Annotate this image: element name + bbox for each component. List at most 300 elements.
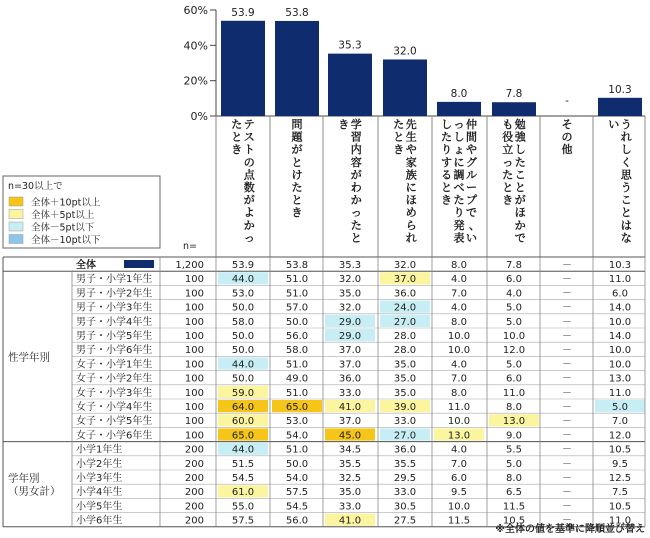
category-label-char: 点 — [243, 168, 255, 182]
cell-value: 4.0 — [451, 302, 467, 314]
cell-value: 29.0 — [338, 331, 362, 342]
row-label: 女子・小学4年生 — [76, 402, 153, 413]
cell-value: 10.0 — [608, 316, 632, 328]
category-label-char: か — [514, 218, 526, 232]
category-label-char: た — [453, 193, 465, 207]
cell-value: － — [562, 331, 572, 342]
row-n: 200 — [184, 515, 204, 527]
cell-value: 7.0 — [451, 458, 467, 470]
cell-value: 37.0 — [393, 274, 417, 286]
category-label-char: 題 — [291, 130, 303, 144]
cell-value: 7.0 — [451, 288, 467, 300]
category-label-char: 学 — [350, 118, 362, 131]
cell-value: 29.0 — [338, 316, 362, 328]
cell-value: 4.0 — [506, 288, 522, 300]
category-label-char: 族 — [405, 168, 417, 182]
cell-value: 53.9 — [231, 260, 255, 271]
cell-value: 37.0 — [338, 359, 362, 371]
category-label-char: 調 — [453, 168, 465, 182]
cell-value: 53.8 — [285, 260, 309, 271]
legend-swatch — [9, 222, 23, 231]
cell-value: 14.0 — [608, 302, 632, 314]
row-label: 小学3年生 — [76, 473, 123, 484]
category-label-char: の — [561, 130, 573, 144]
category-label-char: に — [405, 181, 417, 194]
cell-value: 36.0 — [393, 288, 417, 300]
cell-value: 12.5 — [608, 473, 632, 484]
category-label-char: そ — [561, 118, 573, 131]
category-label-char: し — [453, 130, 465, 144]
legend-swatch — [9, 235, 23, 244]
bar — [492, 102, 536, 116]
cell-value: 56.0 — [285, 331, 309, 342]
category-label-char: と — [393, 130, 405, 144]
category-label-char: ら — [405, 218, 417, 232]
category-label-char: の — [243, 155, 255, 169]
cell-value: 36.0 — [393, 444, 417, 456]
category-label-char: も — [502, 118, 514, 131]
row-label: 男子・小学1年生 — [76, 274, 153, 286]
category-label-char: ほ — [405, 193, 417, 207]
row-n: 200 — [184, 458, 204, 470]
category-label-char: ト — [243, 143, 255, 157]
row-label: 女子・小学2年生 — [76, 373, 153, 385]
cell-value: 64.0 — [231, 402, 255, 413]
cell-value: 9.0 — [506, 430, 522, 442]
category-label-char: き — [231, 143, 243, 157]
legend-swatch — [9, 210, 23, 219]
overall-row-label: 全体 — [76, 260, 96, 271]
cell-value: 27.0 — [393, 316, 417, 328]
category-label-char: た — [393, 118, 405, 131]
cell-value: 8.0 — [451, 316, 467, 328]
cell-value: 65.0 — [231, 430, 255, 442]
category-label-char: ー — [466, 181, 477, 194]
category-label-char: た — [441, 130, 452, 144]
category-label-char: こ — [620, 193, 632, 207]
cell-value: 45.0 — [338, 430, 362, 442]
cell-value: 50.0 — [231, 331, 255, 342]
category-label-char: き — [338, 118, 350, 131]
cell-value: 6.0 — [451, 473, 467, 484]
bar-value-label: 7.8 — [505, 88, 523, 101]
category-label-char: 立 — [502, 143, 514, 157]
cell-value: － — [562, 359, 572, 371]
cell-value: 10.0 — [447, 345, 471, 357]
cell-value: 5.0 — [506, 302, 522, 314]
category-label-char: 生 — [405, 130, 417, 144]
category-label-char: き — [441, 193, 452, 207]
category-label-char: た — [514, 155, 526, 169]
y-tick-label: 40% — [183, 39, 208, 53]
cell-value: 37.0 — [338, 345, 362, 357]
cell-value: 35.3 — [338, 260, 362, 271]
row-label: 小学4年生 — [76, 487, 123, 499]
cell-value: 4.0 — [451, 274, 467, 286]
category-label-char: る — [441, 168, 452, 182]
category-label-char: り — [453, 206, 465, 220]
cell-value: 35.0 — [393, 359, 417, 371]
category-label-char: と — [291, 193, 303, 207]
category-label-char: に — [453, 155, 465, 169]
cell-value: 41.0 — [338, 515, 362, 527]
cell-value: 54.5 — [285, 501, 309, 513]
cell-value: 12.0 — [502, 345, 526, 357]
bar-value-label: 53.9 — [231, 6, 255, 19]
cell-value: 35.0 — [393, 373, 417, 385]
cell-value: 50.0 — [285, 458, 309, 470]
cell-value: － — [562, 373, 572, 385]
cell-value: － — [562, 501, 572, 513]
category-label-char: な — [620, 231, 632, 245]
cell-value: 11.5 — [447, 515, 471, 527]
category-label-char: 役 — [502, 130, 514, 144]
bar-value-label: 35.3 — [338, 39, 362, 52]
row-n: 100 — [184, 331, 204, 342]
category-label-char: ル — [466, 168, 477, 182]
cell-value: 27.5 — [393, 515, 417, 527]
cell-value: 11.5 — [502, 501, 526, 513]
cell-value: 32.0 — [338, 274, 362, 286]
cell-value: 6.5 — [506, 487, 522, 499]
category-label-char: れ — [405, 231, 417, 245]
cell-value: 12.0 — [608, 430, 632, 442]
cell-value: － — [562, 345, 572, 357]
cell-value: 7.0 — [451, 373, 467, 385]
cell-value: 10.5 — [502, 515, 526, 527]
cell-value: 6.0 — [506, 274, 522, 286]
cell-value: 51.5 — [231, 458, 255, 470]
category-label-char: プ — [466, 193, 477, 207]
category-label-char: っ — [243, 231, 255, 245]
cell-value: 7.0 — [612, 416, 628, 428]
cell-value: 9.5 — [612, 458, 628, 470]
cell-value: 32.5 — [338, 473, 362, 484]
y-tick-label: 0% — [190, 110, 208, 123]
category-label-char: と — [441, 181, 452, 194]
cell-value: 54.5 — [231, 473, 255, 484]
cell-value: 53.0 — [231, 288, 255, 300]
category-label-char: で — [466, 206, 477, 220]
cell-value: 50.0 — [231, 345, 255, 357]
category-label-char: わ — [350, 181, 362, 194]
cell-value: 6.0 — [506, 373, 522, 385]
cell-value: 44.0 — [231, 444, 255, 456]
group-label: （男女計） — [8, 485, 61, 498]
cell-value: 8.0 — [506, 473, 522, 484]
cell-value: 36.0 — [338, 373, 362, 385]
row-label: 男子・小学2年生 — [76, 288, 153, 300]
cell-value: 49.0 — [285, 373, 309, 385]
cell-value: 10.0 — [447, 331, 471, 342]
cell-value: 57.5 — [285, 487, 309, 499]
category-label-char: い — [608, 118, 620, 131]
cell-value: 37.0 — [338, 416, 362, 428]
cell-value: 33.0 — [338, 501, 362, 513]
category-label-char: っ — [453, 118, 465, 131]
category-label-char: こ — [514, 168, 526, 182]
category-label-char: 容 — [350, 155, 362, 169]
cell-value: 4.0 — [451, 444, 467, 456]
category-label-char: 他 — [561, 143, 573, 157]
cell-value: 11.0 — [447, 402, 471, 413]
cell-value: － — [562, 316, 572, 328]
cell-value: 4.0 — [451, 359, 467, 371]
category-label-char: 発 — [453, 218, 465, 232]
cell-value: 35.5 — [338, 458, 362, 470]
category-label-char: は — [620, 218, 632, 232]
legend-item-label: 全体－5pt以下 — [31, 222, 95, 234]
category-label-char: 数 — [243, 181, 255, 194]
cell-value: 59.0 — [231, 387, 255, 399]
row-n: 200 — [184, 444, 204, 456]
category-label-char: ス — [243, 130, 255, 144]
group-label: 学年別 — [8, 472, 40, 485]
y-tick-label: 20% — [183, 74, 208, 88]
cell-value: 61.0 — [231, 487, 255, 499]
category-label-char: よ — [243, 206, 255, 220]
category-label-char: が — [243, 193, 255, 207]
category-label-char: っ — [350, 206, 362, 220]
category-label-char: う — [620, 118, 632, 131]
cell-value: 39.0 — [393, 402, 417, 413]
cell-value: 10.0 — [608, 345, 632, 357]
category-label-char: や — [405, 143, 417, 157]
category-label-char: め — [405, 206, 417, 220]
bar — [598, 98, 642, 116]
category-label-char: 家 — [405, 155, 417, 169]
category-label-char: グ — [466, 155, 477, 169]
row-n: 200 — [184, 487, 204, 499]
category-label-char: き — [291, 206, 303, 220]
category-label-char: た — [350, 218, 362, 232]
legend-item-label: 全体－10pt以下 — [31, 235, 101, 246]
row-label: 小学6年生 — [76, 515, 123, 527]
cell-value: 51.0 — [285, 387, 309, 399]
footnote: ※全体の値を基準に降順並び替え — [495, 524, 645, 535]
cell-value: 10.3 — [608, 260, 632, 271]
row-n: 100 — [184, 302, 204, 314]
category-label-char: 勉 — [514, 118, 526, 131]
category-label-char: 習 — [350, 130, 362, 144]
cell-value: 24.0 — [393, 302, 417, 314]
bar — [383, 59, 427, 116]
cell-value: 13.0 — [447, 430, 471, 442]
cell-value: 57.5 — [231, 515, 255, 527]
category-label-char: と — [350, 231, 362, 245]
row-label: 女子・小学5年生 — [76, 416, 153, 428]
category-label-char: れ — [620, 130, 632, 144]
category-label-char: っ — [502, 155, 514, 169]
legend-title: n=30以上で — [8, 181, 63, 192]
cell-value: － — [562, 387, 572, 399]
cell-value: 28.0 — [393, 345, 417, 357]
n-header: n= — [183, 241, 197, 252]
category-label-char: き — [393, 143, 405, 157]
cell-value: 58.0 — [231, 316, 255, 328]
cell-value: － — [562, 473, 572, 484]
cell-value: － — [562, 444, 572, 456]
bar — [437, 102, 481, 116]
cell-value: 13.0 — [502, 416, 526, 428]
row-label: 小学1年生 — [76, 444, 123, 456]
row-n: 100 — [184, 288, 204, 300]
cell-value: － — [562, 487, 572, 499]
cell-value: 10.5 — [608, 444, 632, 456]
cell-value: 9.5 — [451, 487, 467, 499]
row-label: 男子・小学6年生 — [76, 345, 153, 357]
category-label-char: が — [350, 168, 362, 182]
cell-value: 51.0 — [285, 288, 309, 300]
cell-value: 33.0 — [338, 387, 362, 399]
cell-value: 29.5 — [393, 473, 417, 484]
row-n: 100 — [184, 359, 204, 371]
legend-item-label: 全体＋10pt以上 — [31, 197, 101, 209]
cell-value: 8.0 — [451, 387, 467, 399]
category-label-char: 間 — [466, 130, 477, 144]
row-n: 100 — [184, 387, 204, 399]
row-n: 100 — [184, 402, 204, 413]
y-tick-label: 60% — [183, 4, 208, 17]
bar — [221, 21, 265, 116]
legend-swatch — [9, 197, 23, 206]
row-label: 男子・小学5年生 — [76, 331, 153, 342]
overall-swatch — [124, 260, 154, 268]
cell-value: 10.0 — [447, 416, 471, 428]
category-label-char: か — [350, 193, 362, 207]
row-n: 100 — [184, 345, 204, 357]
category-label-char: ょ — [453, 143, 465, 157]
category-label-char: け — [291, 168, 303, 182]
cell-value: 27.0 — [393, 430, 417, 442]
cell-value: 35.5 — [393, 458, 417, 470]
row-n: 100 — [184, 430, 204, 442]
cell-value: 30.5 — [393, 501, 417, 513]
category-label-char: し — [514, 143, 526, 157]
bar — [275, 21, 319, 116]
row-label: 女子・小学6年生 — [76, 430, 153, 442]
cell-value: 10.0 — [608, 359, 632, 371]
category-label-char: 、 — [469, 218, 480, 232]
bar-value-label: 10.3 — [608, 83, 632, 96]
row-n: 1,200 — [175, 260, 204, 271]
category-label-char: た — [231, 118, 243, 131]
cell-value: 53.0 — [285, 416, 309, 428]
category-label-char: 思 — [620, 168, 632, 182]
cell-value: 33.0 — [393, 487, 417, 499]
cell-value: 50.0 — [231, 302, 255, 314]
cell-value: 55.0 — [231, 501, 255, 513]
cell-value: － — [562, 288, 572, 300]
cell-value: － — [562, 402, 572, 413]
row-n: 200 — [184, 473, 204, 484]
category-label-char: す — [441, 155, 452, 169]
category-label-char: 問 — [291, 118, 303, 131]
cell-value: 11.0 — [502, 387, 526, 399]
bar-value-label: 53.8 — [285, 6, 309, 19]
category-label-char: 強 — [514, 130, 526, 144]
row-n: 100 — [184, 416, 204, 428]
cell-value: 35.0 — [393, 387, 417, 399]
cell-value: 44.0 — [231, 274, 255, 286]
cell-value: 32.0 — [338, 302, 362, 314]
category-label-char: た — [291, 181, 303, 194]
category-label-char: と — [291, 155, 303, 169]
category-label-char: き — [502, 193, 514, 207]
cell-value: － — [562, 302, 572, 314]
cell-value: 41.0 — [338, 402, 362, 413]
cell-value: 56.0 — [285, 515, 309, 527]
bar — [328, 54, 372, 116]
cell-value: 11.0 — [608, 387, 632, 399]
row-n: 100 — [184, 373, 204, 385]
category-label-char: と — [231, 130, 243, 144]
cell-value: 32.0 — [393, 260, 417, 271]
bar-value-label: - — [565, 95, 569, 107]
category-label-char: う — [620, 181, 632, 194]
row-label: 男子・小学4年生 — [76, 316, 153, 328]
category-label-char: く — [620, 155, 632, 169]
cell-value: 8.0 — [506, 402, 522, 413]
category-label-char: が — [514, 193, 526, 207]
cell-value: 5.0 — [506, 458, 522, 470]
cell-value: 5.5 — [506, 444, 522, 456]
cell-value: 11.0 — [608, 515, 632, 527]
cell-value: 35.0 — [338, 288, 362, 300]
cell-value: 58.0 — [285, 345, 309, 357]
category-label-char: べ — [453, 181, 465, 194]
row-n: 100 — [184, 316, 204, 328]
cell-value: 54.0 — [285, 430, 309, 442]
category-label-char: と — [502, 181, 514, 194]
cell-value: 51.0 — [285, 274, 309, 286]
category-label-char: 内 — [350, 143, 362, 157]
cell-value: 8.0 — [451, 260, 467, 271]
category-label-char: 先 — [405, 118, 417, 131]
cell-value: 10.5 — [608, 501, 632, 513]
cell-value: 28.0 — [393, 331, 417, 342]
cell-value: 54.0 — [285, 473, 309, 484]
cell-value: 50.0 — [285, 316, 309, 328]
category-label-char: か — [243, 218, 255, 232]
cell-value: － — [562, 458, 572, 470]
cell-value: 44.0 — [231, 359, 255, 371]
bar-value-label: 8.0 — [450, 87, 468, 100]
category-label-char: り — [441, 143, 452, 157]
category-label-char: た — [502, 168, 514, 182]
cell-value: 57.0 — [285, 302, 309, 314]
cell-value: 50.0 — [231, 373, 255, 385]
category-label-char: ほ — [514, 206, 526, 220]
cell-value: － — [562, 416, 572, 428]
cell-value: 35.0 — [338, 487, 362, 499]
category-label-char: テ — [243, 118, 255, 131]
row-label: 小学2年生 — [76, 458, 123, 470]
row-n: 200 — [184, 501, 204, 513]
cell-value: － — [562, 274, 572, 286]
cell-value: 5.0 — [506, 316, 522, 328]
row-label: 女子・小学1年生 — [76, 359, 153, 371]
cell-value: 14.0 — [608, 331, 632, 342]
group-label: 性学年別 — [8, 351, 50, 364]
cell-value: 34.5 — [338, 444, 362, 456]
category-label-char: 仲 — [466, 118, 477, 131]
legend-item-label: 全体＋5pt以上 — [31, 210, 95, 221]
category-label-char: と — [514, 181, 526, 194]
category-label-char: で — [514, 231, 526, 245]
cell-value: 51.0 — [285, 359, 309, 371]
cell-value: － — [562, 260, 572, 271]
